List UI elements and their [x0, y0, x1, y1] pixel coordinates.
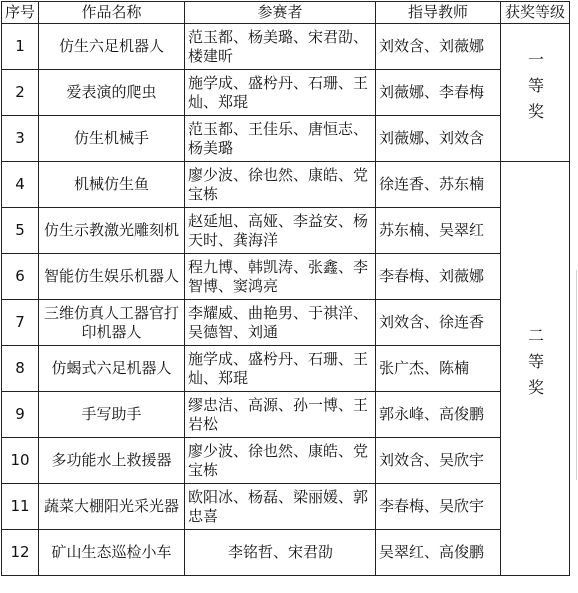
cell-idx: 10 [2, 438, 39, 484]
header-idx: 序号 [2, 2, 39, 24]
awards-table [1, 1, 570, 576]
cell-name: 爱表演的爬虫 [39, 70, 185, 116]
cell-mentors: 刘效含、刘薇娜 [376, 24, 501, 70]
cell-name: 机械仿生鱼 [39, 162, 185, 208]
table-row [2, 392, 570, 438]
cell-idx: 4 [2, 162, 39, 208]
cell-mentors: 张广杰、陈楠 [376, 346, 501, 392]
cell-name: 蔬菜大棚阳光采光器 [39, 484, 185, 530]
cell-idx: 5 [2, 208, 39, 254]
header-award: 获奖等级 [501, 2, 570, 24]
table-row [2, 70, 570, 116]
page-edge-line [576, 270, 577, 480]
cell-participants: 赵延旭、高娅、李益安、杨天时、龚海洋 [185, 208, 376, 254]
cell-name: 三维仿真人工器官打印机器人 [39, 300, 185, 346]
cell-participants: 施学成、盛枍丹、石珊、王灿、郑琨 [185, 346, 376, 392]
award-second-text: 二等奖 [525, 327, 545, 405]
header-row [2, 2, 570, 24]
award-second [501, 162, 570, 576]
cell-name: 矿山生态巡检小车 [39, 530, 185, 576]
cell-name: 多功能水上救援器 [39, 438, 185, 484]
table-row [2, 24, 570, 70]
header-participants: 参赛者 [185, 2, 376, 24]
cell-participants: 程九博、韩凯涛、张鑫、李智博、窦鸿亮 [185, 254, 376, 300]
cell-idx: 7 [2, 300, 39, 346]
cell-participants: 范玉都、杨美璐、宋君劭、楼建昕 [185, 24, 376, 70]
header-name: 作品名称 [39, 2, 185, 24]
cell-idx: 6 [2, 254, 39, 300]
cell-idx: 9 [2, 392, 39, 438]
cell-participants: 范玉都、王佳乐、唐恒志、杨美璐 [185, 116, 376, 162]
cell-participants: 廖少波、徐也然、康皓、党宝栋 [185, 162, 376, 208]
cell-mentors: 刘效含、吴欣宇 [376, 438, 501, 484]
table-row [2, 162, 570, 208]
cell-idx: 2 [2, 70, 39, 116]
cell-name: 智能仿生娱乐机器人 [39, 254, 185, 300]
cell-idx: 1 [2, 24, 39, 70]
cell-name: 仿蝎式六足机器人 [39, 346, 185, 392]
cell-idx: 12 [2, 530, 39, 576]
cell-mentors: 刘效含、徐连香 [376, 300, 501, 346]
cell-idx: 8 [2, 346, 39, 392]
table-row [2, 346, 570, 392]
cell-mentors: 李春梅、吴欣宇 [376, 484, 501, 530]
cell-mentors: 刘薇娜、刘效含 [376, 116, 501, 162]
cell-participants: 施学成、盛枍丹、石珊、王灿、郑琨 [185, 70, 376, 116]
cell-participants: 李耀威、曲艳男、于祺洋、吴德智、刘通 [185, 300, 376, 346]
table-row [2, 484, 570, 530]
cell-participants: 廖少波、徐也然、康皓、党宝栋 [185, 438, 376, 484]
award-first-text: 一等奖 [525, 51, 545, 129]
cell-participants: 缪忠洁、高源、孙一博、王岩松 [185, 392, 376, 438]
table-row [2, 438, 570, 484]
table-row [2, 208, 570, 254]
header-mentors: 指导教师 [376, 2, 501, 24]
cell-mentors: 吴翠红、高俊鹏 [376, 530, 501, 576]
award-first [501, 24, 570, 162]
cell-mentors: 刘薇娜、李春梅 [376, 70, 501, 116]
cell-mentors: 郭永峰、高俊鹏 [376, 392, 501, 438]
cell-participants: 欧阳冰、杨磊、梁丽媛、郭忠喜 [185, 484, 376, 530]
table-row [2, 530, 570, 576]
cell-mentors: 苏东楠、吴翠红 [376, 208, 501, 254]
cell-name: 仿生六足机器人 [39, 24, 185, 70]
cell-mentors: 徐连香、苏东楠 [376, 162, 501, 208]
cell-name: 仿生示教激光雕刻机 [39, 208, 185, 254]
table-row [2, 116, 570, 162]
cell-name: 手写助手 [39, 392, 185, 438]
table-row [2, 254, 570, 300]
cell-mentors: 李春梅、刘薇娜 [376, 254, 501, 300]
cell-name: 仿生机械手 [39, 116, 185, 162]
cell-participants: 李铭哲、宋君劭 [185, 530, 376, 576]
table-row [2, 300, 570, 346]
cell-idx: 3 [2, 116, 39, 162]
cell-idx: 11 [2, 484, 39, 530]
